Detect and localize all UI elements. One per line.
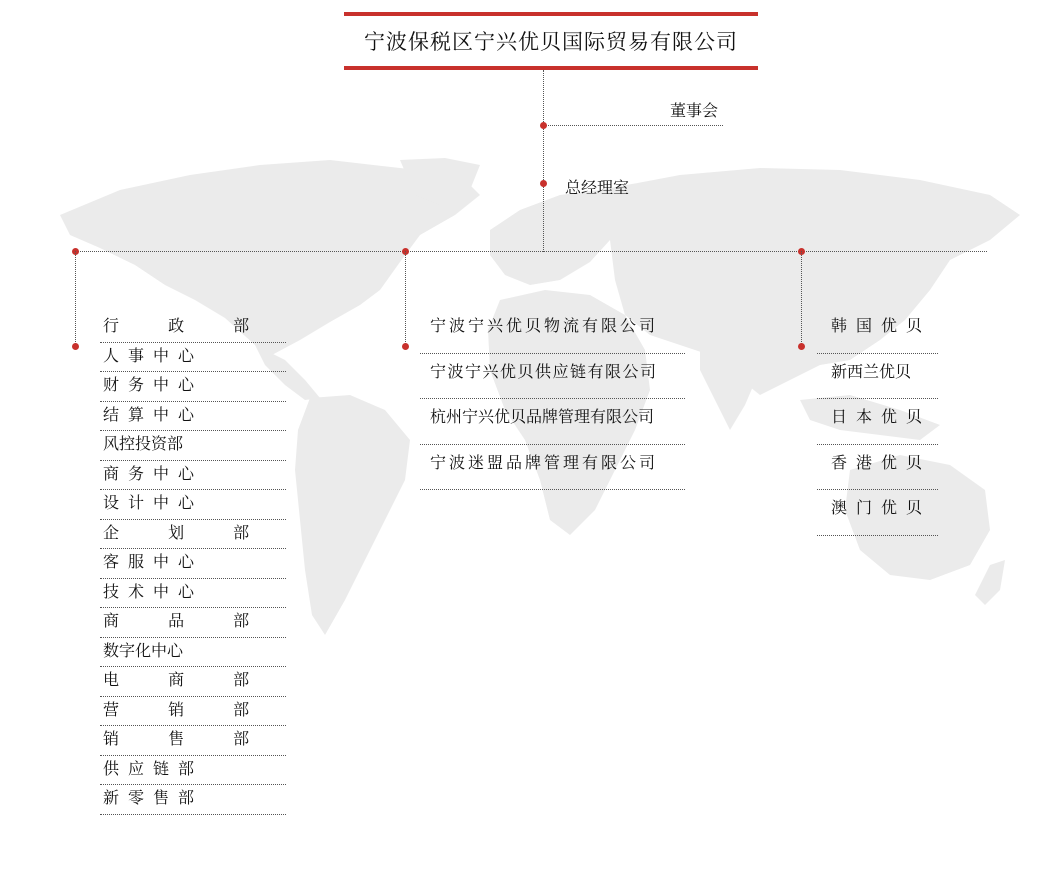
- trunk-line: [543, 70, 544, 252]
- overseas-item: 香港优贝: [817, 445, 938, 491]
- department-item: 电 商 部: [100, 667, 286, 697]
- gm-office-label: 总经理室: [565, 178, 630, 197]
- left-branch-line: [75, 251, 76, 346]
- department-item: 财务中心: [100, 372, 286, 402]
- board-branch-line: [543, 125, 723, 126]
- department-item: 设计中心: [100, 490, 286, 520]
- left-branch-dot-bottom: [72, 343, 79, 350]
- department-item: 销 售 部: [100, 726, 286, 756]
- subsidiary-item: 宁波宁兴优贝供应链有限公司: [420, 354, 685, 400]
- department-item: 结算中心: [100, 402, 286, 432]
- company-title: 宁波保税区宁兴优贝国际贸易有限公司: [364, 30, 738, 54]
- overseas-item: 韩国优贝: [817, 308, 938, 354]
- subsidiary-item: 宁波迷盟品牌管理有限公司: [420, 445, 685, 491]
- mid-branch-dot-bottom: [402, 343, 409, 350]
- map-new-zealand: [975, 560, 1005, 605]
- subsidiary-list: [420, 308, 685, 490]
- overseas-item: 新西兰优贝: [817, 354, 938, 400]
- department-item: 数字化中心: [100, 638, 286, 668]
- department-item: 供应链部: [100, 756, 286, 786]
- right-branch-line: [801, 251, 802, 346]
- mid-branch-line: [405, 251, 406, 346]
- department-list: [100, 313, 286, 815]
- company-title-box: [344, 12, 758, 70]
- main-horizontal-line: [75, 251, 987, 252]
- department-item: 企 划 部: [100, 520, 286, 550]
- overseas-item: 日本优贝: [817, 399, 938, 445]
- map-south-america: [295, 395, 410, 635]
- map-europe: [490, 190, 620, 285]
- department-item: 营 销 部: [100, 697, 286, 727]
- right-branch-dot-bottom: [798, 343, 805, 350]
- subsidiary-item: 杭州宁兴优贝品牌管理有限公司: [420, 399, 685, 445]
- department-item: 商 品 部: [100, 608, 286, 638]
- department-item: 客服中心: [100, 549, 286, 579]
- subsidiary-item: 宁波宁兴优贝物流有限公司: [420, 308, 685, 354]
- department-item: 人事中心: [100, 343, 286, 373]
- department-item: 新零售部: [100, 785, 286, 815]
- board-label: 董事会: [670, 101, 719, 120]
- board-dot: [540, 122, 547, 129]
- department-item: 技术中心: [100, 579, 286, 609]
- department-item: 行 政 部: [100, 313, 286, 343]
- gm-office-dot: [540, 180, 547, 187]
- department-item: 风控投资部: [100, 431, 286, 461]
- overseas-item: 澳门优贝: [817, 490, 938, 536]
- overseas-list: [817, 308, 938, 536]
- department-item: 商务中心: [100, 461, 286, 491]
